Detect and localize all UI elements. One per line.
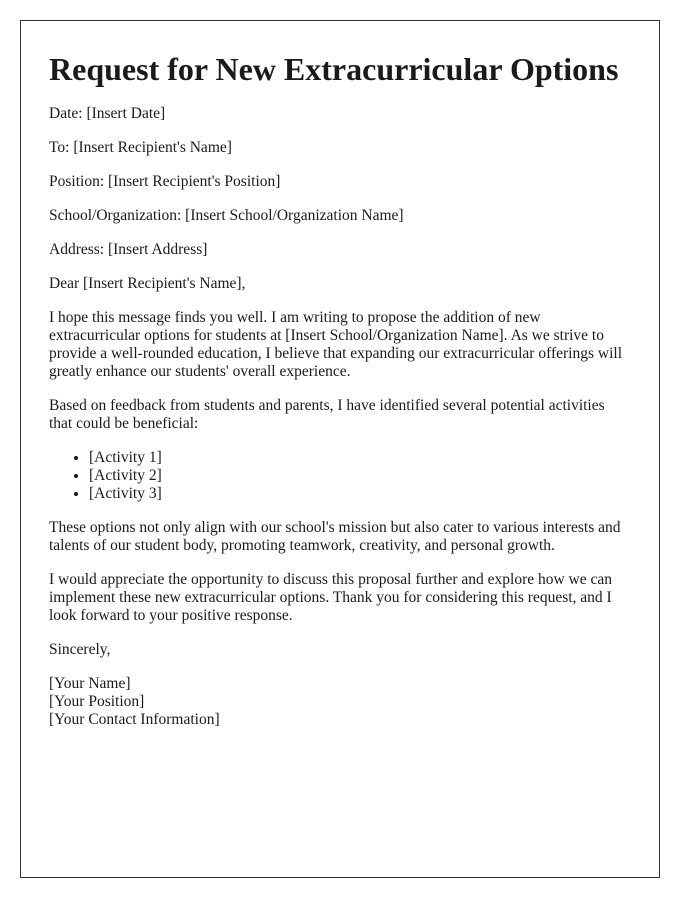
body-paragraph-2: Based on feedback from students and parents, I have identified several potential activities that could be beneficial: xyxy=(49,397,605,432)
signature-name: [Your Name] xyxy=(49,675,131,692)
school-line: School/Organization: [Insert School/Organization Name] xyxy=(49,207,404,224)
body-paragraph-1: I hope this message finds you well. I am writing to propose the addition of new extracurricular options for students at [Insert School/Organization Name]. As we strive to provide a well-rounded education, I believe that expanding our extracurricular offerings will greatly enhance our students' overall experience. xyxy=(49,309,623,380)
closing: Sincerely, xyxy=(49,641,111,658)
body-paragraph-3: These options not only align with our school's mission but also cater to various interests and talents of our student body, promoting teamwork, creativity, and personal growth. xyxy=(49,519,621,554)
activity-item: • [Activity 2] xyxy=(89,467,631,485)
activity-list xyxy=(49,449,631,503)
activity-item: • [Activity 3] xyxy=(89,485,631,503)
body-paragraph-4: I would appreciate the opportunity to discuss this proposal further and explore how we can implement these new extracurricular options. Thank you for considering this request, and I look forward to your positive response. xyxy=(49,571,613,624)
signature-contact: [Your Contact Information] xyxy=(49,711,220,728)
letter-title: Request for New Extracurricular Options xyxy=(49,51,619,87)
salutation: Dear [Insert Recipient's Name], xyxy=(49,275,246,292)
address-line: Address: [Insert Address] xyxy=(49,241,208,258)
date-line: Date: [Insert Date] xyxy=(49,105,166,122)
recipient-line: To: [Insert Recipient's Name] xyxy=(49,139,232,156)
position-line: Position: [Insert Recipient's Position] xyxy=(49,173,281,190)
signature-block xyxy=(49,675,631,729)
signature-position: [Your Position] xyxy=(49,693,145,710)
activity-item: • [Activity 1] xyxy=(89,449,631,467)
letter-page xyxy=(20,20,660,878)
